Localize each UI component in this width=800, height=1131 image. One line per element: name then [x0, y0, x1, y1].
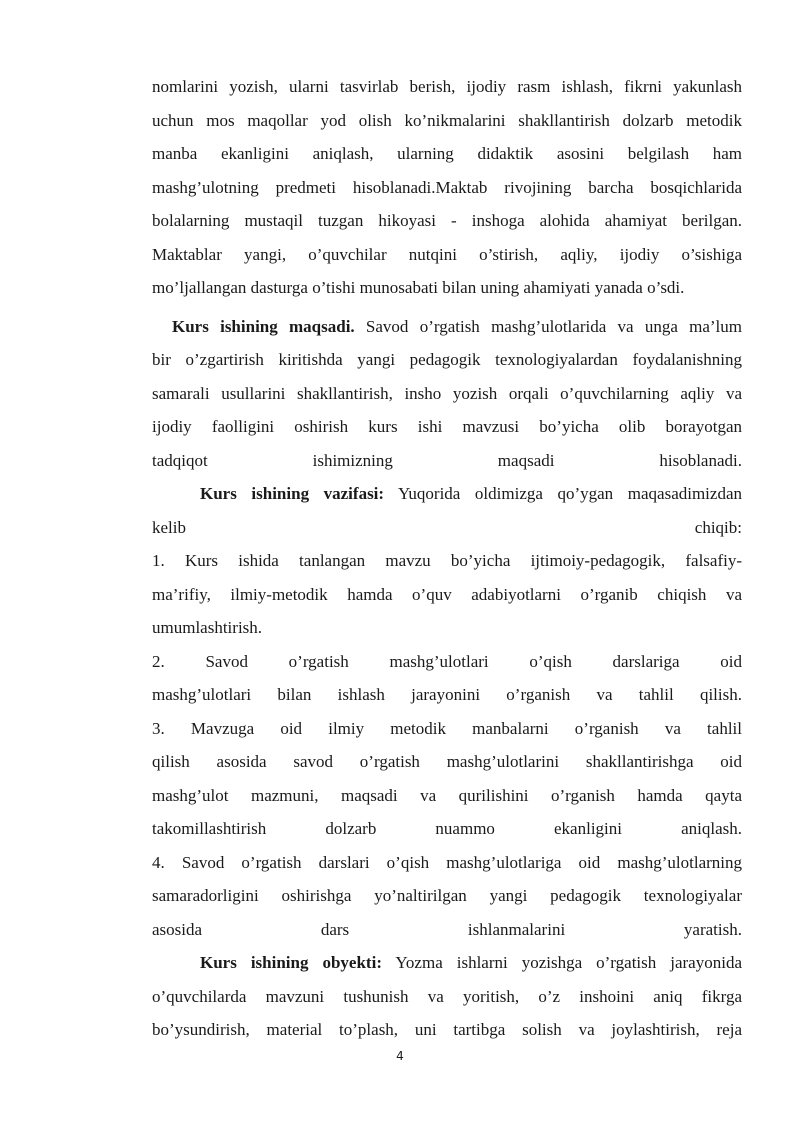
vazifa-item-line: 1. Kurs ishida tanlangan mavzu bo’yicha ijtimoiy-pedagogik, falsafiy- [152, 551, 742, 570]
intro-line: mo’ljallangan dasturga o’tishi munosabati bilan uning ahamiyati yanada o’sdi. [152, 278, 685, 297]
maqsad-line: samarali usullarini shakllantirish, insho yozish orqali o’quvchilarning aqliy va [152, 383, 742, 403]
page-number: 4 [396, 1049, 404, 1063]
document-body [152, 70, 742, 1047]
vazifa-item-line: mashg’ulotlari bilan ishlash jarayonini o’rganish va tahlil qilish. [152, 685, 742, 704]
vazifa-item-line: 3. Mavzuga oid ilmiy metodik manbalarni o’rganish va tahlil [152, 718, 742, 738]
intro-line: nomlarini yozish, ularni tasvirlab berish, ijodiy rasm ishlash, fikrni yakunlash [152, 77, 742, 96]
intro-line: bolalarning mustaqil tuzgan hikoyasi - inshoga alohida ahamiyat berilgan. [152, 211, 742, 230]
vazifa-item-line: samaradorligini oshirishga yo’naltirilgan yangi pedagogik texnologiyalar [152, 886, 742, 905]
vazifa-item-line: ma’rifiy, ilmiy-metodik hamda o’quv adabiyotlarni o’rganib chiqish va [152, 584, 742, 604]
vazifa-item-line: takomillashtirish dolzarb nuammo ekanligini aniqlash. [152, 819, 742, 838]
maqsad-line: ijodiy faolligini oshirish kurs ishi mavzusi bo’yicha olib borayotgan [152, 417, 742, 436]
vazifa-item-line: asosida dars ishlanmalarini yaratish. [152, 919, 742, 939]
intro-line: uchun mos maqollar yod olish ko’nikmalarini shakllantirish dolzarb metodik [152, 110, 742, 130]
vazifa-item-line: umumlashtirish. [152, 618, 263, 637]
vazifa-item-line: mashg’ulot mazmuni, maqsadi va qurilishini o’rganish hamda qayta [152, 785, 742, 805]
vazifa-item-line: 4. Savod o’rgatish darslari o’qish mashg’ulotlariga oid mashg’ulotlarning [152, 852, 742, 872]
vazifa-item-line: 2. Savod o’rgatish mashg’ulotlari o’qish darslariga oid [152, 651, 742, 671]
intro-line: Maktablar yangi, o’quvchilar nutqini o’stirish, aqliy, ijodiy o’sishiga [152, 244, 742, 264]
obyekt-first-text: Yozma ishlarni yozishga o’rgatish jarayonida [381, 953, 742, 972]
maqsad-first-text: Savod o’rgatish mashg’ulotlarida va unga ma’lum [354, 316, 742, 336]
obyekt-heading: Kurs ishining obyekti: [200, 953, 382, 972]
maqsad-line: bir o’zgartirish kiritishda yangi pedagogik texnologiyalardan foydalanishning [152, 350, 742, 369]
maqsad-heading: Kurs ishining maqsadi. [172, 316, 355, 336]
intro-line: mashg’ulotning predmeti hisoblanadi.Maktab rivojining barcha bosqichlarida [152, 177, 742, 197]
intro-line: manba ekanligini aniqlash, ularning didaktik asosini belgilash ham [152, 144, 742, 163]
vazifa-item-line: qilish asosida savod o’rgatish mashg’ulotlarini shakllantirishga oid [152, 752, 742, 771]
vazifa-heading: Kurs ishining vazifasi: [200, 484, 385, 503]
obyekt-line: bo’ysundirish, material to’plash, uni tartibga solish va joylashtirish, reja [152, 1020, 742, 1039]
obyekt-line: o’quvchilarda mavzuni tushunish va yoritish, o’z inshoini aniq fikrga [152, 986, 742, 1006]
vazifa-first-text: Yuqorida oldimizga qo’ygan maqasadimizdan [384, 484, 742, 503]
maqsad-line: tadqiqot ishimizning maqsadi hisoblanadi. [152, 450, 742, 470]
vazifa-first-line [152, 477, 742, 511]
maqsad-first-line [152, 310, 742, 344]
obyekt-first-line [152, 946, 742, 980]
vazifa-line: kelib chiqib: [152, 517, 742, 537]
